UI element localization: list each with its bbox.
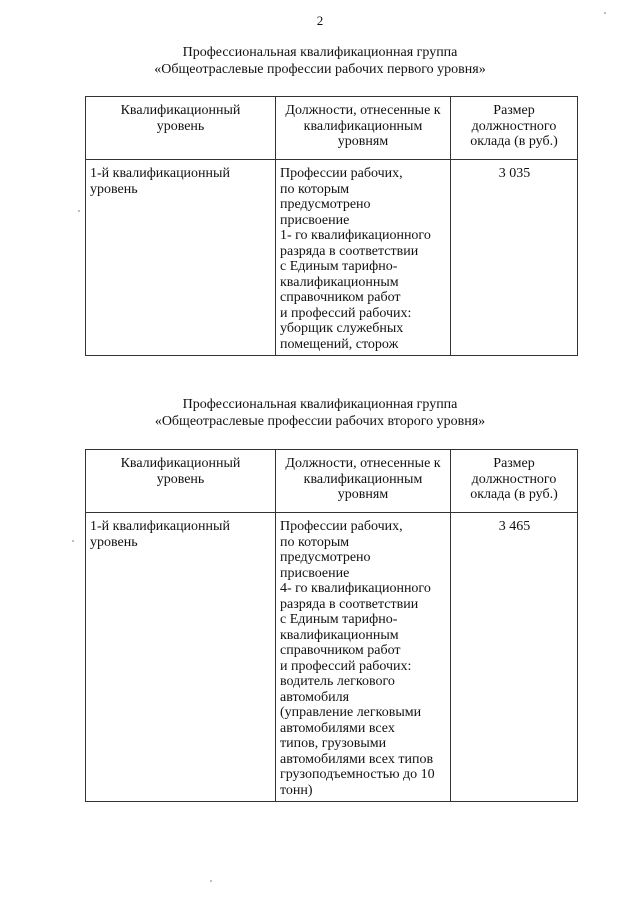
cell-text: Профессии рабочих, — [280, 519, 403, 534]
section-2-title-line2: «Общеотраслевые профессии рабочих второго уровня» — [154, 414, 486, 429]
cell-text: по которым — [280, 181, 350, 197]
header-text: оклада (в руб.) — [470, 487, 558, 502]
cell-text: справочником работ — [280, 643, 401, 658]
header-salary — [451, 97, 578, 160]
header-text: Квалификационный — [120, 456, 241, 471]
salary-value: 3 035 — [498, 166, 531, 181]
header-text: Размер — [493, 103, 535, 118]
cell-text: Профессии рабочих, — [280, 166, 403, 181]
cell-text: и профессий рабочих: — [280, 658, 412, 674]
header-text: оклада (в руб.) — [470, 134, 558, 149]
scan-speck — [604, 12, 606, 14]
scan-speck — [78, 210, 80, 212]
section-2-heading — [0, 396, 640, 430]
scan-speck — [210, 880, 212, 882]
cell-text: 1-й квалификационный — [90, 166, 230, 181]
cell-text: квалификационным — [280, 274, 399, 290]
cell-text: 1- го квалификационного — [280, 228, 431, 243]
cell-text: грузоподъемностью до 10 — [280, 767, 435, 782]
cell-positions — [276, 513, 451, 802]
cell-text: предусмотрено — [280, 550, 371, 565]
header-text: квалификационным — [303, 118, 423, 134]
table-header-row — [86, 450, 578, 513]
header-text: уровням — [337, 134, 389, 149]
header-text: уровень — [156, 118, 205, 134]
section-2-title-line1: Профессиональная квалификационная группа — [182, 397, 458, 412]
cell-level — [86, 160, 276, 356]
cell-text: присвоение — [280, 565, 350, 581]
scan-speck — [72, 540, 74, 542]
cell-text: и профессий рабочих: — [280, 305, 412, 321]
header-level — [86, 97, 276, 160]
header-text: должностного — [471, 471, 557, 487]
cell-text: уровень — [90, 534, 138, 550]
section-1-heading — [0, 44, 640, 78]
cell-text: 4- го квалификационного — [280, 581, 431, 596]
header-text: уровень — [156, 471, 205, 487]
cell-text: автомобиля — [280, 689, 350, 705]
section-1-table — [85, 96, 578, 356]
header-positions — [276, 450, 451, 513]
cell-text: присвоение — [280, 212, 350, 228]
cell-text: водитель легкового — [280, 674, 395, 689]
table-row — [86, 160, 578, 356]
header-text: Квалификационный — [120, 103, 241, 118]
cell-text: уровень — [90, 181, 138, 197]
cell-text: предусмотрено — [280, 197, 371, 212]
cell-text: уборщик служебных — [280, 321, 404, 336]
header-text: уровням — [337, 487, 389, 502]
cell-text: (управление легковыми — [280, 705, 422, 720]
cell-level — [86, 513, 276, 802]
cell-text: по которым — [280, 534, 350, 550]
cell-text: с Единым тарифно- — [280, 612, 398, 627]
section-1-title-line1: Профессиональная квалификационная группа — [182, 45, 458, 60]
table-row — [86, 513, 578, 802]
cell-text: помещений, сторож — [280, 336, 399, 352]
cell-text: автомобилями всех — [280, 720, 395, 736]
cell-text: квалификационным — [280, 627, 399, 643]
cell-text: с Единым тарифно- — [280, 259, 398, 274]
page-number: 2 — [316, 13, 324, 28]
section-2-table — [85, 449, 578, 802]
section-1-title-line2: «Общеотраслевые профессии рабочих первого уровня» — [154, 62, 486, 77]
header-text: Должности, отнесенные к — [285, 103, 441, 118]
header-salary — [451, 450, 578, 513]
cell-salary — [451, 160, 578, 356]
cell-positions — [276, 160, 451, 356]
header-text: Должности, отнесенные к — [285, 456, 441, 471]
header-positions — [276, 97, 451, 160]
cell-text: разряда в соответствии — [280, 243, 419, 259]
cell-text: тонн) — [280, 782, 313, 798]
header-text: Размер — [493, 456, 535, 471]
header-text: квалификационным — [303, 471, 423, 487]
cell-text: справочником работ — [280, 290, 401, 305]
cell-text: типов, грузовыми — [280, 736, 387, 751]
header-level — [86, 450, 276, 513]
cell-text: разряда в соответствии — [280, 596, 419, 612]
header-text: должностного — [471, 118, 557, 134]
cell-text: автомобилями всех типов — [280, 751, 434, 767]
cell-text: 1-й квалификационный — [90, 519, 230, 534]
salary-value: 3 465 — [498, 519, 531, 534]
table-header-row — [86, 97, 578, 160]
cell-salary — [451, 513, 578, 802]
